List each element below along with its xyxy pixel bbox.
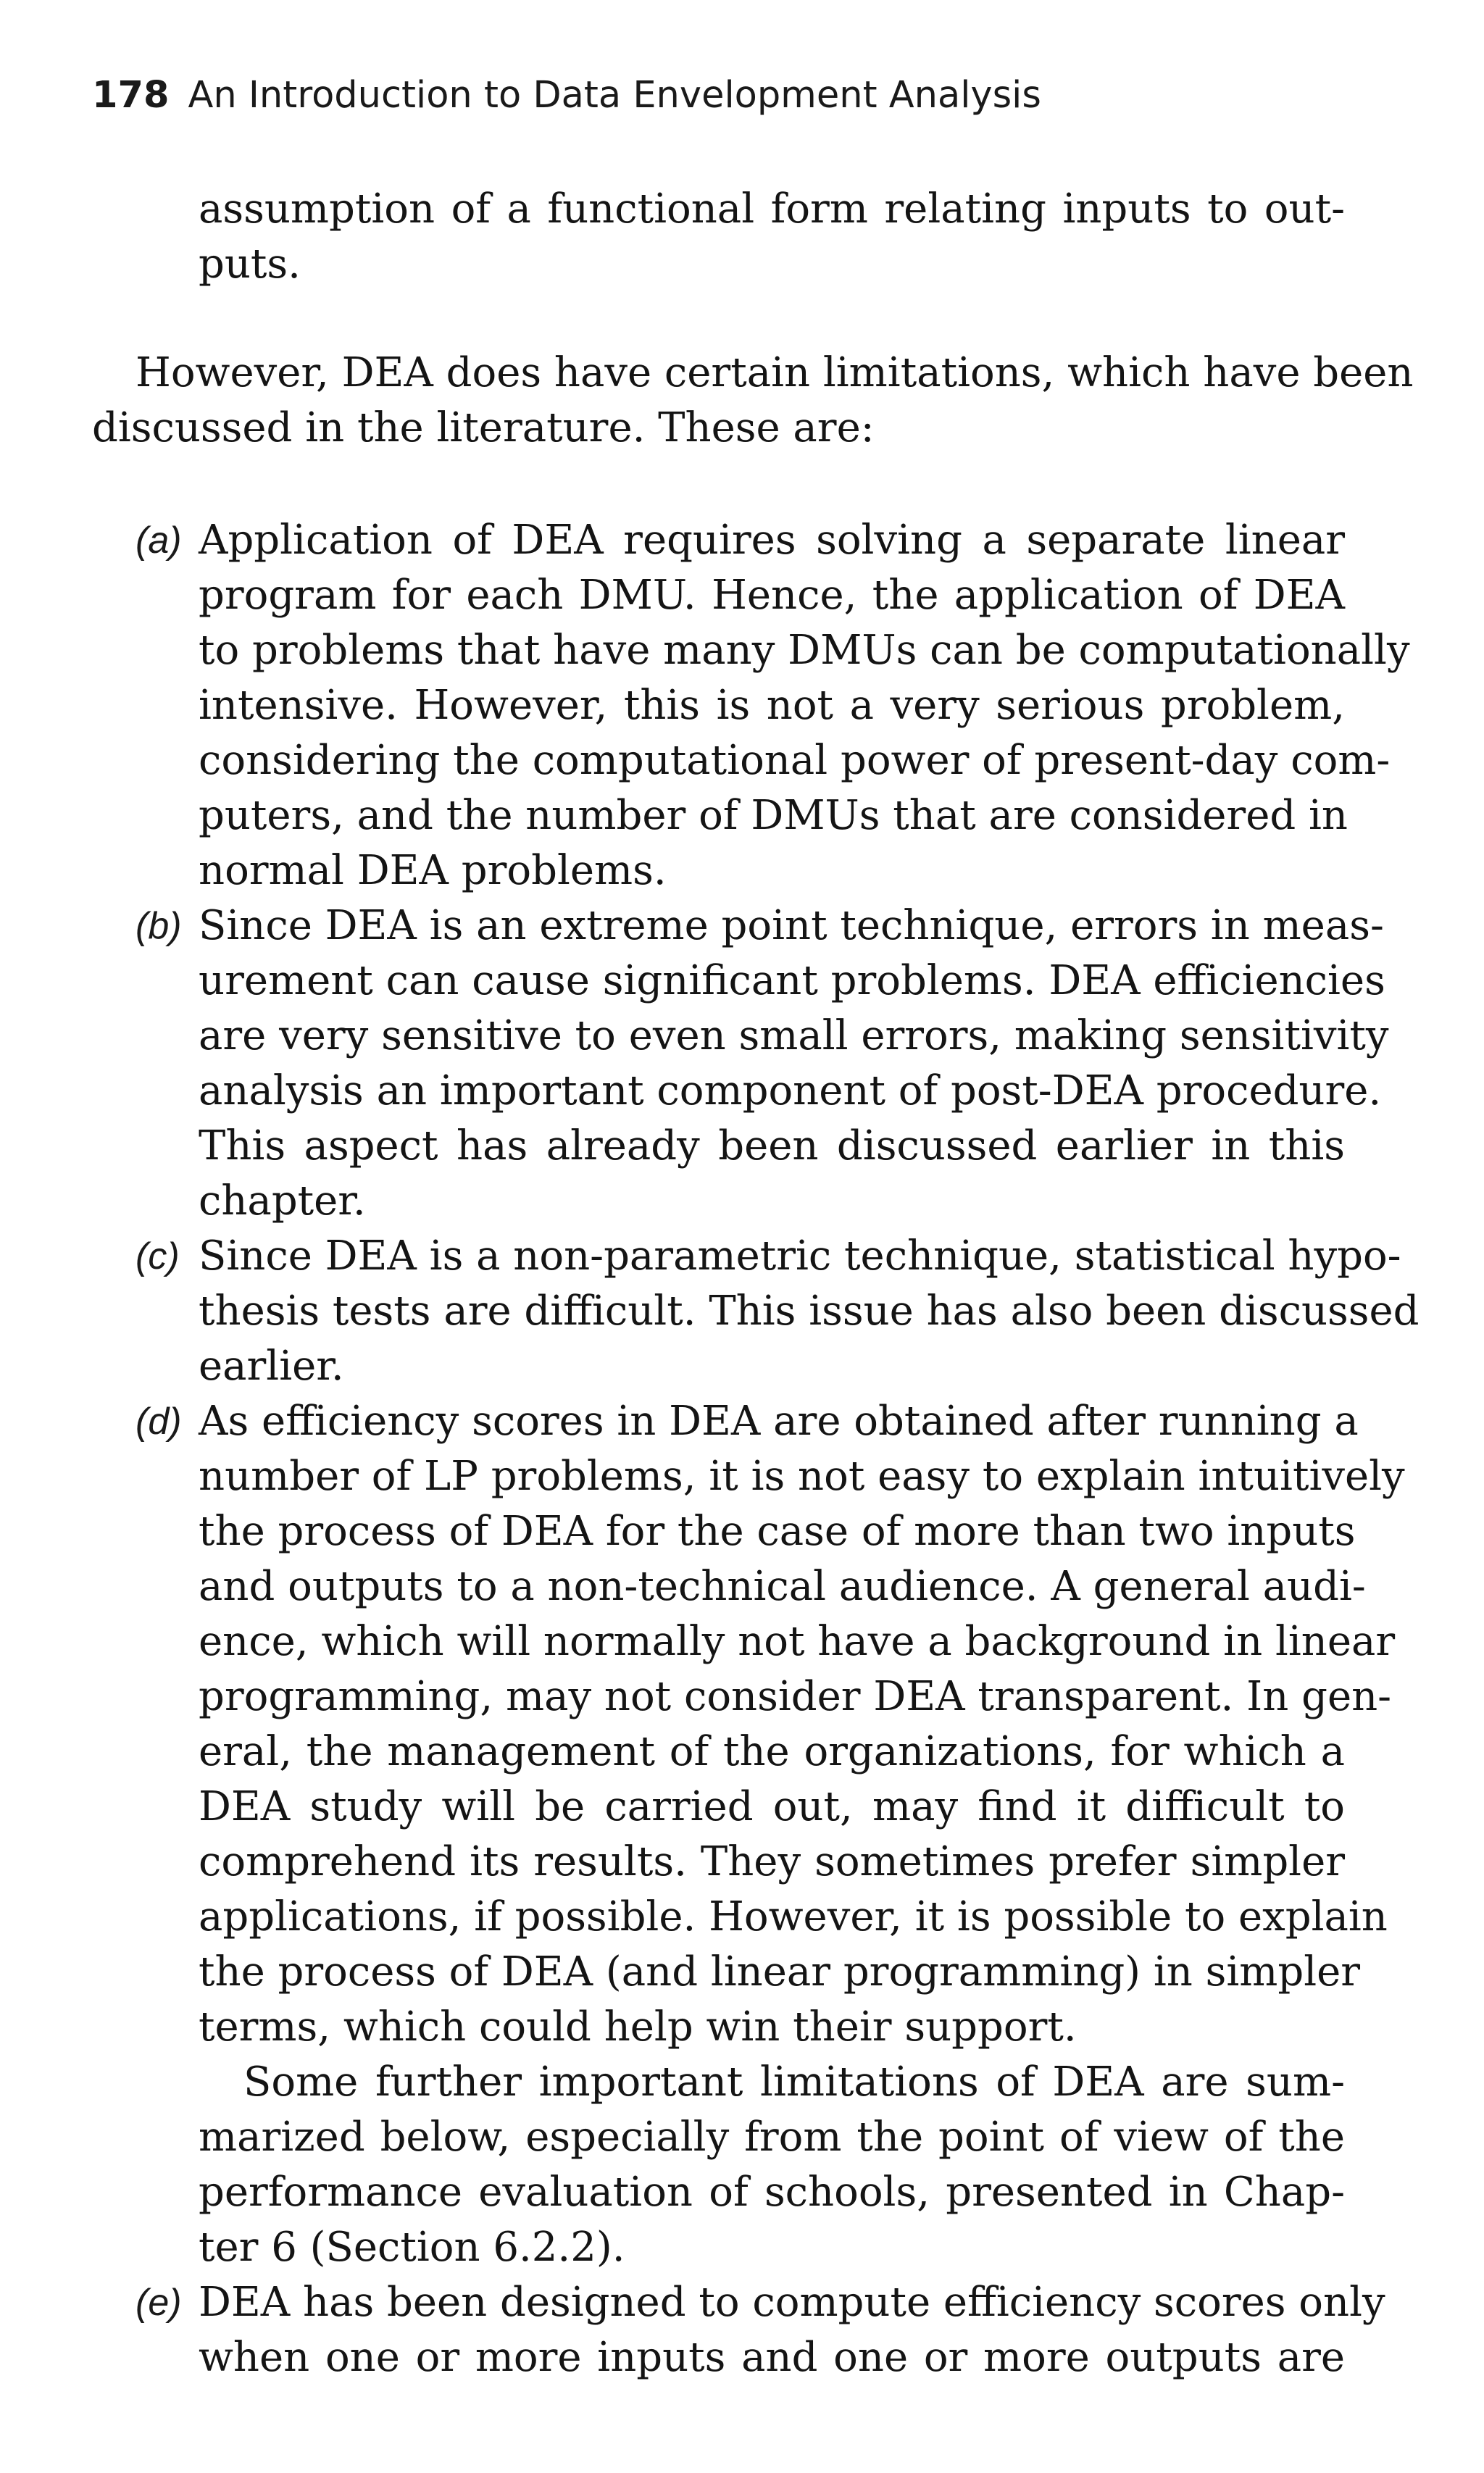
item-label-d: (d): [136, 1401, 182, 1443]
item-e-line: DEA has been designed to compute efficiency scores only: [199, 2279, 1385, 2326]
item-d-line: DEA study will be carried out, may find it difficult to: [199, 1783, 1345, 1830]
item-b-line: This aspect has already been discussed earlier in this: [199, 1122, 1345, 1169]
item-b-line: are very sensitive to even small errors, making sensitivity: [199, 1012, 1389, 1059]
item-d-line: terms, which could help win their support.: [199, 2003, 1077, 2051]
item-label-b: (b): [136, 905, 182, 947]
item-d-line: the process of DEA for the case of more than two inputs: [199, 1508, 1356, 1555]
item-d-line: programming, may not consider DEA transparent. In gen-: [199, 1673, 1392, 1720]
item-d-line: the process of DEA (and linear programming) in simpler: [199, 1948, 1361, 1996]
interlude-line: ter 6 (Section 6.2.2).: [199, 2224, 625, 2271]
item-d-line: and outputs to a non-technical audience. A general audi-: [199, 1563, 1366, 1610]
item-d-line: eral, the management of the organizations, for which a: [199, 1728, 1345, 1775]
item-d-line: ence, which will normally not have a background in linear: [199, 1618, 1396, 1665]
interlude-line: Some further important limitations of DEA are sum-: [243, 2059, 1345, 2106]
item-c-line: earlier.: [199, 1343, 344, 1390]
intro-line: However, DEA does have certain limitations, which have been: [136, 349, 1414, 396]
item-c-line: Since DEA is a non-parametric technique, statistical hypo-: [199, 1233, 1401, 1280]
item-d-line: As efficiency scores in DEA are obtained after running a: [199, 1398, 1359, 1445]
item-a-line: considering the computational power of present-day com-: [199, 737, 1391, 784]
item-b-line: urement can cause significant problems. DEA efficiencies: [199, 957, 1385, 1004]
item-d-line: applications, if possible. However, it is possible to explain: [199, 1893, 1388, 1940]
continuation-line: puts.: [199, 241, 301, 288]
page-number: 178: [92, 74, 170, 117]
interlude-line: marized below, especially from the point of view of the: [199, 2114, 1345, 2161]
item-c-line: thesis tests are difficult. This issue has also been discussed: [199, 1288, 1420, 1335]
item-label-c: (c): [136, 1235, 180, 1277]
item-a-line: puters, and the number of DMUs that are considered in: [199, 792, 1348, 839]
running-head: [92, 72, 1041, 119]
item-label-e: (e): [136, 2282, 182, 2324]
intro-line: discussed in the literature. These are:: [92, 404, 875, 451]
item-d-line: number of LP problems, it is not easy to explain intuitively: [199, 1453, 1405, 1500]
item-a-line: intensive. However, this is not a very serious problem,: [199, 682, 1345, 729]
item-a-line: Application of DEA requires solving a separate linear: [199, 517, 1345, 564]
item-a-line: normal DEA problems.: [199, 847, 667, 894]
interlude-line: performance evaluation of schools, presented in Chap-: [199, 2169, 1345, 2216]
continuation-line: assumption of a functional form relating inputs to out-: [199, 185, 1345, 233]
item-d-line: comprehend its results. They sometimes prefer simpler: [199, 1838, 1345, 1885]
item-b-line: analysis an important component of post-DEA procedure.: [199, 1067, 1382, 1114]
item-a-line: program for each DMU. Hence, the application of DEA: [199, 572, 1345, 619]
running-title: An Introduction to Data Envelopment Analysis: [188, 74, 1041, 117]
item-b-line: Since DEA is an extreme point technique, errors in meas-: [199, 902, 1384, 949]
item-a-line: to problems that have many DMUs can be computationally: [199, 627, 1410, 674]
item-b-line: chapter.: [199, 1177, 366, 1225]
item-label-a: (a): [136, 520, 182, 562]
item-e-line: when one or more inputs and one or more outputs are: [199, 2334, 1345, 2381]
